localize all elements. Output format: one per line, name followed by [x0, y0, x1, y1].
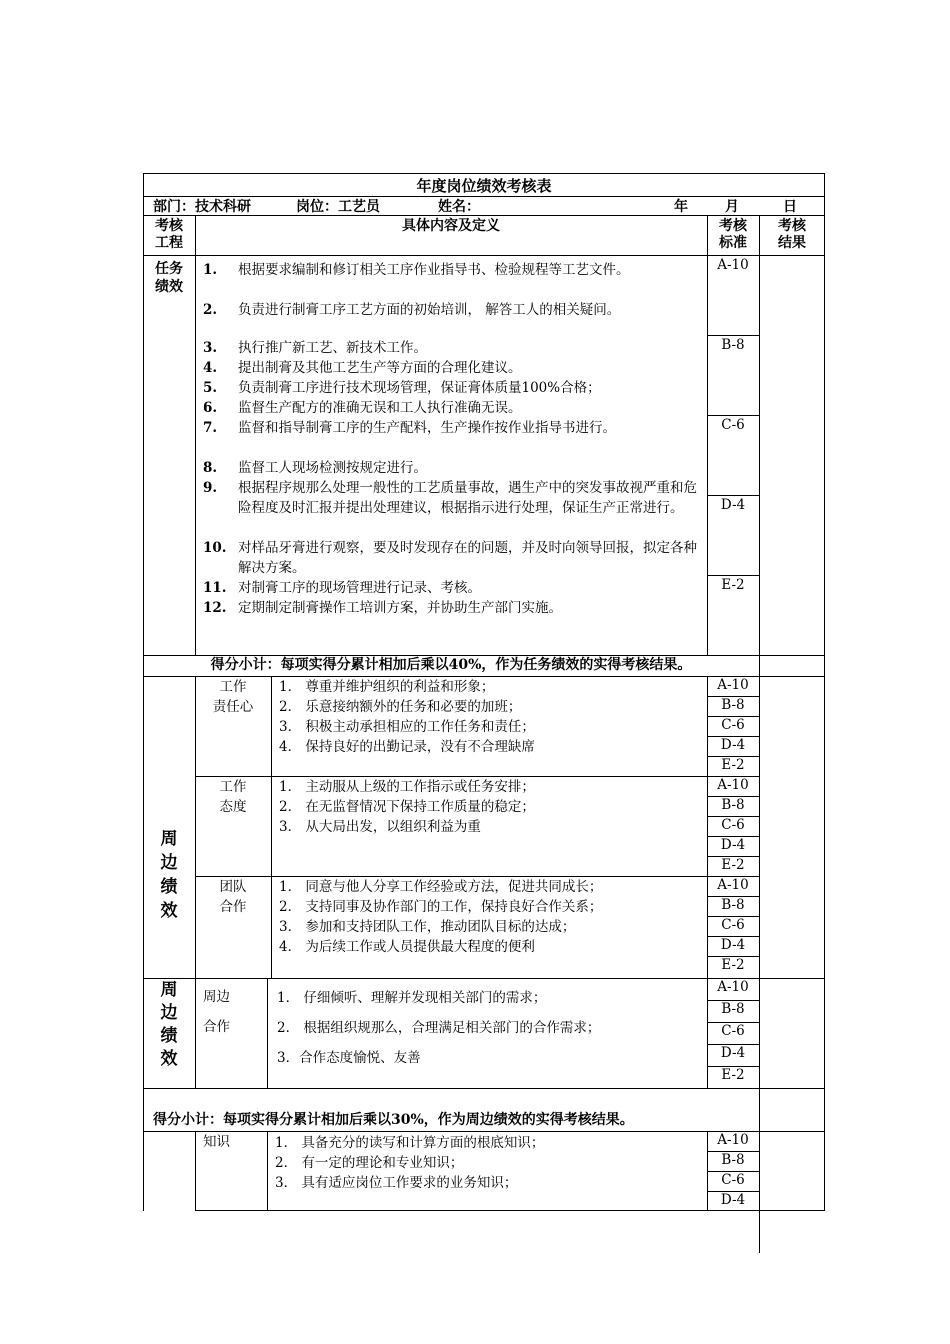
peripheral-grade: B-8: [721, 897, 745, 913]
header-content: 具体内容及定义: [402, 218, 500, 234]
peripheral2-grade: D-4: [720, 1045, 746, 1061]
peripheral-grade: D-4: [720, 737, 746, 753]
grade-line: [707, 956, 759, 957]
task-label: 任务 绩效: [155, 261, 183, 295]
task-item-text: 负责制膏工序进行技术现场管理，保证膏体质量100%合格；: [238, 380, 601, 396]
task-item-number: 4.: [203, 360, 218, 376]
grade-line: [707, 816, 759, 817]
task-item-number: 12.: [203, 600, 227, 616]
peripheral-item: 2． 乐意接纳额外的任务和必要的加班；: [279, 699, 522, 715]
dept-field: 部门：技术科研: [153, 199, 251, 215]
peripheral-item: 3． 参加和支持团队工作，推动团队目标的达成；: [279, 919, 576, 935]
grade-line: [707, 856, 759, 857]
peripheral2-grade: A-10: [717, 979, 749, 995]
task-item-text: 监督工人现场检测按规定进行。: [238, 460, 427, 476]
task-item-number: 7.: [203, 420, 218, 436]
grade-line: [707, 495, 759, 496]
col-line: [195, 676, 196, 978]
col-line: [195, 978, 196, 1088]
task-item-number: 1.: [203, 262, 218, 278]
task-item-text: 根据程序规那么处理一般性的工艺质量事故，遇生产中的突发事故视严重和危险程度及时汇报并提出处理建议，根据指示进行处理，保证生产正常进行。: [238, 480, 697, 516]
row-line: [143, 655, 825, 656]
peripheral2-name-2: 合作: [203, 1019, 230, 1035]
task-item-number: 6.: [203, 400, 218, 416]
row-line: [143, 1088, 825, 1089]
peripheral-grade: D-4: [720, 937, 746, 953]
task-item-number: 5.: [203, 380, 218, 396]
peripheral-group-name: 工作 态度: [219, 779, 247, 815]
grade-line: [707, 796, 759, 797]
peripheral-group-name: 工作 责任心: [212, 679, 254, 715]
task-grade: A-10: [717, 257, 749, 273]
form-title: 年度岗位绩效考核表: [416, 177, 552, 195]
peripheral-item: 1． 同意与他人分享工作经验或方法，促进共同成长；: [279, 879, 603, 895]
task-grade: E-2: [721, 577, 745, 593]
knowledge-grade: B-8: [721, 1152, 745, 1168]
month-label: 月: [725, 199, 739, 215]
peripheral-subtotal: 得分小计：每项实得分累计相加后乘以30%，作为周边绩效的实得考核结果。: [153, 1112, 634, 1128]
task-item-number: 9.: [203, 480, 218, 496]
task-item-text: 提出制膏及其他工艺生产等方面的合理化建议。: [238, 360, 522, 376]
peripheral-grade: A-10: [717, 777, 749, 793]
task-grade: B-8: [721, 337, 745, 353]
task-item-number: 11.: [203, 580, 227, 596]
peripheral-grade: B-8: [721, 797, 745, 813]
border-right: [824, 173, 825, 1211]
peripheral-grade: C-6: [721, 917, 745, 933]
name-field: 姓名：: [438, 199, 480, 215]
grade-line: [707, 896, 759, 897]
task-grade: D-4: [720, 497, 746, 513]
col-line: [759, 215, 760, 1253]
row-line: [195, 1210, 825, 1211]
appraisal-form: [143, 173, 825, 1211]
col-line: [271, 676, 272, 978]
row-line: [143, 196, 825, 197]
peripheral-grade: D-4: [720, 837, 746, 853]
grade-line: [707, 1151, 759, 1152]
border-top: [143, 173, 825, 174]
header-result: 考核 结果: [778, 218, 806, 251]
grade-line: [707, 936, 759, 937]
task-item-text: 对制膏工序的现场管理进行记录、考核。: [238, 580, 481, 596]
task-item-number: 2.: [203, 302, 218, 318]
task-item-text: 负责进行制膏工序工艺方面的初始培训， 解答工人的相关疑问。: [238, 302, 621, 318]
peripheral-item: 4． 为后续工作或人员提供最大程度的便利: [279, 939, 535, 955]
peripheral2-grade: E-2: [721, 1067, 745, 1083]
grade-line: [707, 756, 759, 757]
peripheral-grade: B-8: [721, 697, 745, 713]
task-item-number: 10.: [203, 540, 227, 556]
peripheral-grade: E-2: [721, 757, 745, 773]
row-line: [143, 255, 825, 256]
task-item-number: 3.: [203, 340, 218, 356]
knowledge-grade: D-4: [720, 1192, 746, 1208]
grade-line: [707, 696, 759, 697]
peripheral2-item: 3．合作态度愉悦、友善: [277, 1050, 421, 1066]
grade-line: [707, 716, 759, 717]
peripheral2-grade: C-6: [721, 1023, 745, 1039]
peripheral-grade: C-6: [721, 717, 745, 733]
grade-line: [707, 335, 759, 336]
col-line: [267, 978, 268, 1088]
task-item-text: 对样品牙膏进行观察，要及时发现存在的问题，并及时向领导回报，拟定各种解决方案。: [238, 540, 697, 576]
knowledge-item: 3． 具有适应岗位工作要求的业务知识；: [275, 1175, 518, 1191]
task-item-text: 定期制定制膏操作工培训方案，并协助生产部门实施。: [238, 600, 562, 616]
task-item-text: 根据要求编制和修订相关工序作业指导书、检验规程等工艺文件。: [238, 262, 630, 278]
task-item-text: 监督和指导制膏工序的生产配料，生产操作按作业指导书进行。: [238, 420, 616, 436]
grade-line: [707, 736, 759, 737]
year-label: 年: [674, 199, 688, 215]
knowledge-grade: A-10: [717, 1132, 749, 1148]
grade-line: [707, 1191, 759, 1192]
peripheral-item: 2． 在无监督情况下保持工作质量的稳定；: [279, 799, 535, 815]
peripheral-grade: E-2: [721, 957, 745, 973]
peripheral2-label: 周 边 绩 效: [160, 980, 178, 1069]
task-item-text: 执行推广新工艺、新技术工作。: [238, 340, 427, 356]
grade-line: [707, 1022, 759, 1023]
peripheral-item: 3． 从大局出发，以组织利益为重: [279, 819, 481, 835]
peripheral-group-name: 团队 合作: [219, 879, 247, 915]
knowledge-item: 2． 有一定的理论和专业知识；: [275, 1155, 464, 1171]
grade-line: [707, 836, 759, 837]
task-grade: C-6: [721, 417, 745, 433]
peripheral-item: 2． 支持同事及协作部门的工作，保持良好合作关系；: [279, 899, 603, 915]
grade-line: [707, 415, 759, 416]
peripheral-item: 4． 保持良好的出勤记录，没有不合理缺席: [279, 739, 535, 755]
grade-line: [707, 1000, 759, 1001]
header-standard: 考核 标准: [719, 218, 747, 251]
peripheral-label: 周 边 绩 效: [160, 829, 178, 921]
peripheral-grade: C-6: [721, 817, 745, 833]
post-field: 岗位：工艺员: [296, 199, 380, 215]
grade-line: [707, 1171, 759, 1172]
knowledge-name: 知识: [203, 1134, 230, 1150]
grade-line: [707, 916, 759, 917]
knowledge-item: 1． 具备充分的读写和计算方面的根底知识；: [275, 1135, 545, 1151]
peripheral2-item: 1． 仔细倾听、理解并发现相关部门的需求；: [277, 990, 547, 1006]
peripheral2-item: 2． 根据组织规那么，合理满足相关部门的合作需求；: [277, 1020, 601, 1036]
peripheral2-grade: B-8: [721, 1001, 745, 1017]
task-item-number: 8.: [203, 460, 218, 476]
task-item-text: 监督生产配方的准确无误和工人执行准确无误。: [238, 400, 522, 416]
col-line: [195, 215, 196, 655]
task-subtotal: 得分小计：每项实得分累计相加后乘以40%，作为任务绩效的实得考核结果。: [210, 657, 692, 673]
peripheral-grade: A-10: [717, 877, 749, 893]
peripheral-grade: E-2: [721, 857, 745, 873]
peripheral-item: 1． 主动服从上级的工作指示或任务安排；: [279, 779, 535, 795]
peripheral-grade: A-10: [717, 677, 749, 693]
day-label: 日: [783, 199, 797, 215]
peripheral2-name-1: 周边: [203, 989, 230, 1005]
grade-line: [707, 1066, 759, 1067]
col-line: [267, 1131, 268, 1211]
peripheral-item: 3． 积极主动承担相应的工作任务和责任；: [279, 719, 535, 735]
knowledge-grade: C-6: [721, 1172, 745, 1188]
peripheral-item: 1． 尊重并维护组织的利益和形象；: [279, 679, 495, 695]
grade-line: [707, 1044, 759, 1045]
header-item: 考核 工程: [155, 218, 183, 251]
grade-line: [707, 575, 759, 576]
col-line: [195, 1131, 196, 1211]
